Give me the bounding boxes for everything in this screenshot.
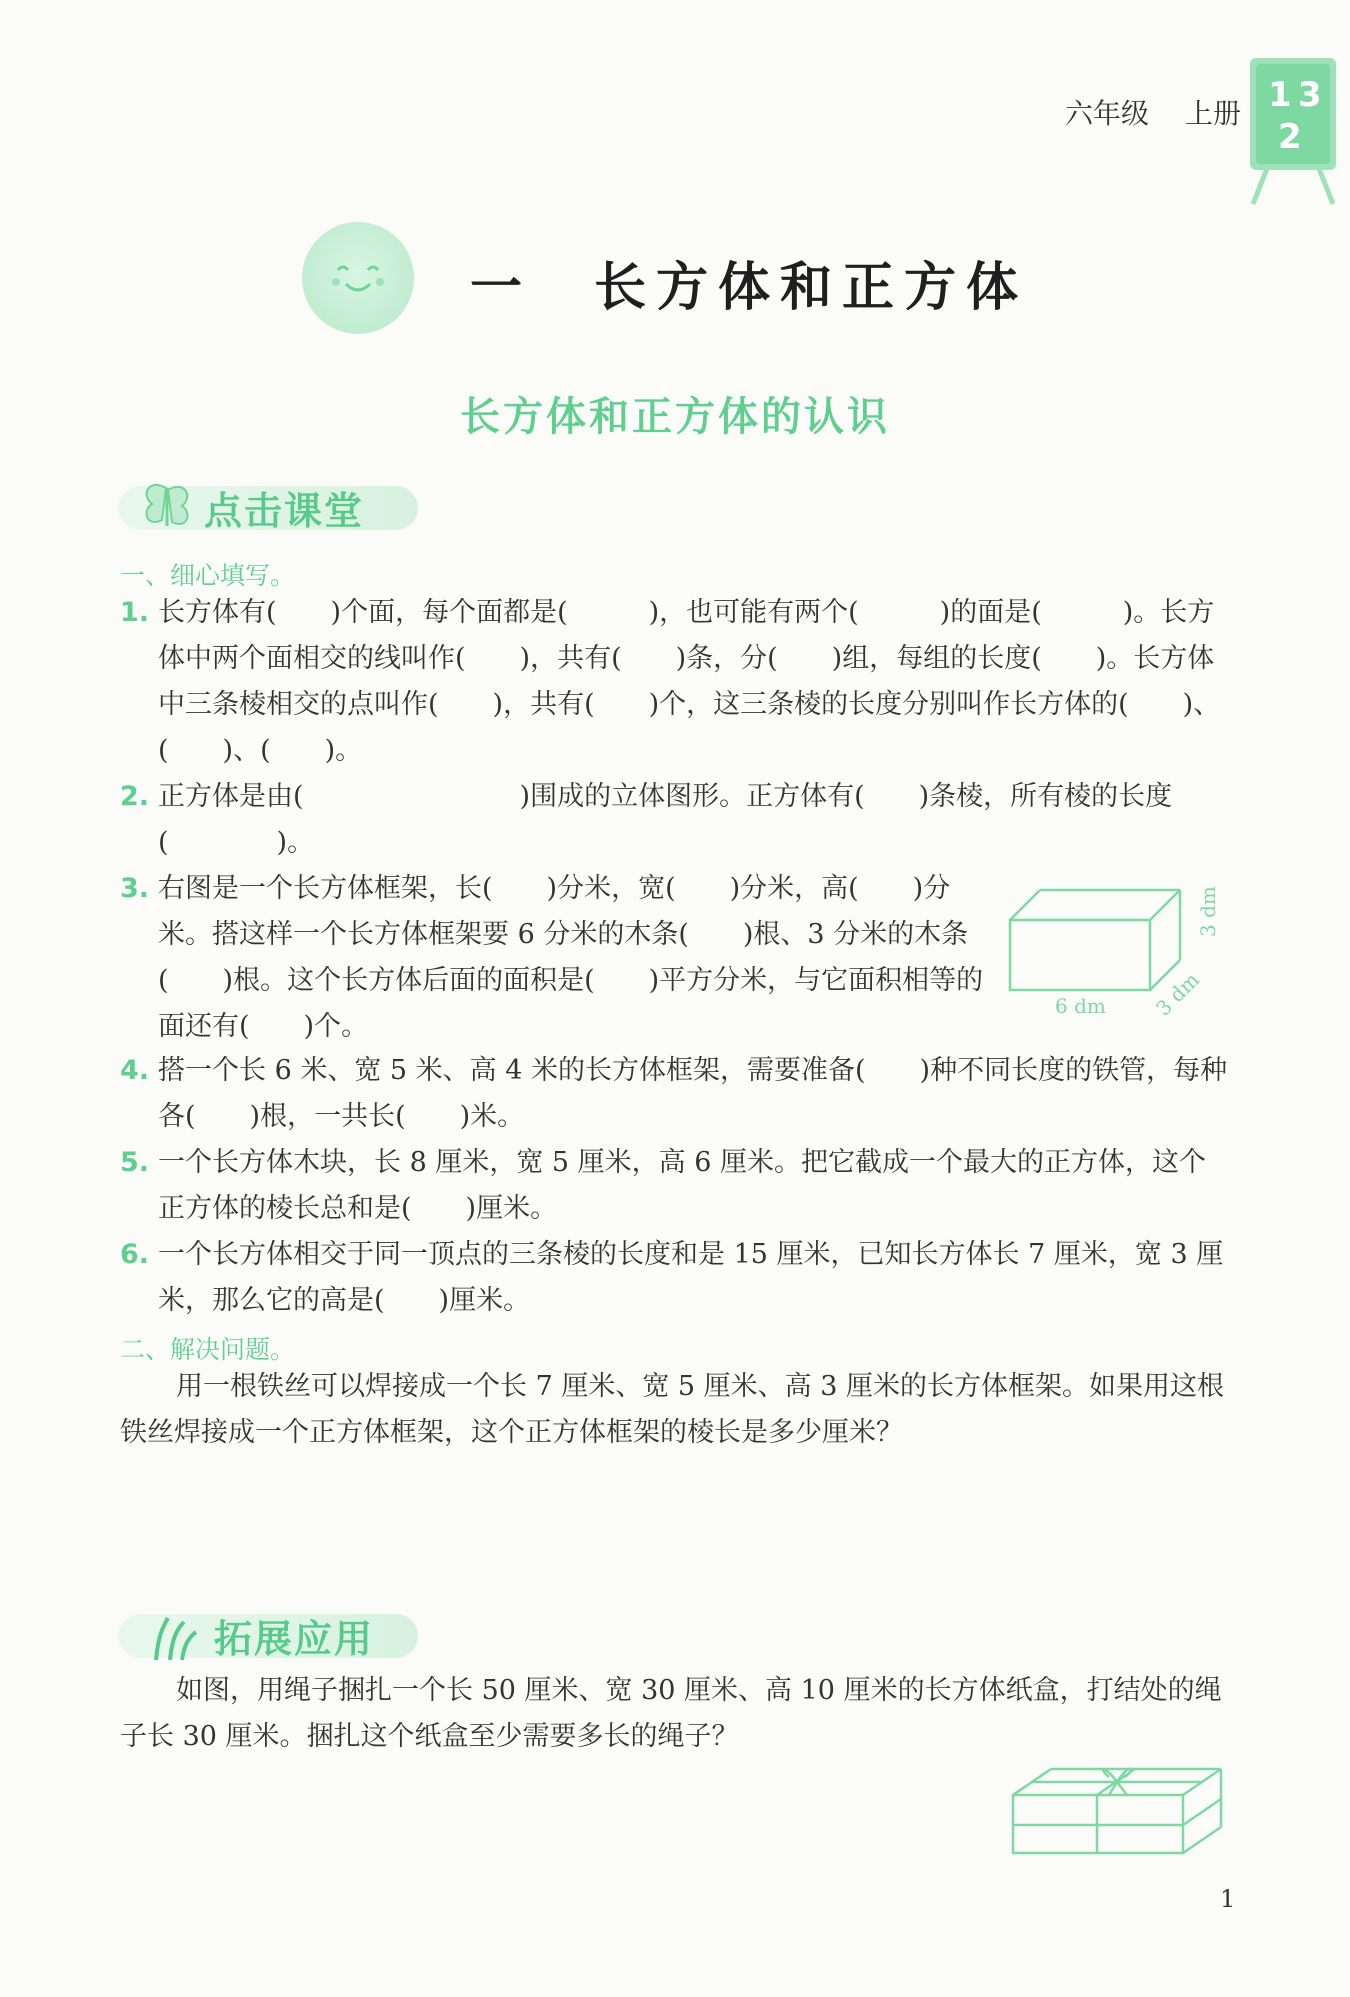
- extension-text: 如图，用绳子捆扎一个长 50 厘米、宽 30 厘米、高 10 厘米的长方体纸盒，打结处的绳子长 30 厘米。捆扎这个纸盒至少需要多长的绳子？: [120, 1675, 1222, 1752]
- height-label: 3 dm: [1196, 886, 1220, 937]
- problem-text: 用一根铁丝可以焊接成一个长 7 厘米、宽 5 厘米、高 3 厘米的长方体框架。如果用这根铁丝焊接成一个正方体框架，这个正方体框架的棱长是多少厘米？: [120, 1371, 1225, 1448]
- question-text: 一个长方体木块，长 8 厘米，宽 5 厘米，高 6 厘米。把它截成一个最大的正方体，这个正方体的棱长总和是( )厘米。: [158, 1147, 1207, 1224]
- question-text: 正方体是由( )围成的立体图形。正方体有( )条棱，所有棱的长度( )。: [158, 781, 1173, 858]
- page-number: 1: [1220, 1885, 1236, 1913]
- chalkboard-icon: [1248, 56, 1338, 206]
- question-2: [120, 774, 1230, 866]
- extension-banner: [118, 1604, 428, 1668]
- banner-label: 拓展应用: [214, 1617, 375, 1661]
- question-3: [120, 866, 1000, 1050]
- question-5: [120, 1140, 1230, 1232]
- width-label: 3 dm: [1151, 967, 1204, 1020]
- question-number: 6.: [120, 1239, 150, 1270]
- part2-heading: 二、解决问题。: [120, 1335, 296, 1364]
- volume-label: 上册: [1185, 97, 1242, 130]
- banner-label: 点击课堂: [204, 489, 365, 533]
- question-text: 一个长方体相交于同一顶点的三条棱的长度和是 15 厘米，已知长方体长 7 厘米，宽 3 厘米，那么它的高是( )厘米。: [158, 1239, 1224, 1316]
- class-practice-banner: [118, 476, 428, 540]
- question-number: 4.: [120, 1055, 150, 1086]
- question-text: 长方体有( )个面，每个面都是( )，也可能有两个( )的面是( )。长方体中两个面相交的线叫作( )，共有( )条，分( )组，每组的长度( )。长方体中三条棱相交的点叫作( )，共有( )个，这三条棱的长度分别叫作长方体的( )、( )、( )。: [158, 597, 1221, 766]
- length-label: 6 dm: [1055, 994, 1106, 1018]
- question-6: [120, 1232, 1230, 1324]
- svg-text:2: 2: [1278, 117, 1302, 157]
- grass-icon: [148, 1608, 200, 1664]
- tied-box-figure: [1005, 1755, 1235, 1860]
- cuboid-figure: [1000, 880, 1230, 1020]
- question-number: 5.: [120, 1147, 150, 1178]
- section-title: 长方体和正方体的认识: [460, 394, 890, 440]
- question-text: 右图是一个长方体框架，长( )分米，宽( )分米，高( )分米。搭这样一个长方体框架要 6 分米的木条( )根、3 分米的木条( )根。这个长方体后面的面积是( )平方分米，与它面积相等的面还有( )个。: [158, 873, 984, 1042]
- svg-text:3: 3: [1298, 75, 1322, 115]
- question-number: 2.: [120, 781, 150, 812]
- question-1: [120, 590, 1230, 774]
- question-number: 3.: [120, 873, 150, 904]
- part1-heading: 一、细心填写。: [120, 561, 296, 590]
- question-text: 搭一个长 6 米、宽 5 米、高 4 米的长方体框架，需要准备( )种不同长度的铁管，每种各( )根，一共长( )米。: [158, 1055, 1228, 1132]
- smiling-sun-icon: [298, 218, 418, 338]
- question-number: 1.: [120, 597, 150, 628]
- question-4: [120, 1048, 1230, 1140]
- chapter-title: 一 长方体和正方体: [470, 258, 1029, 318]
- grade-label: 六年级: [1065, 97, 1150, 130]
- butterfly-icon: [136, 476, 196, 540]
- svg-text:1: 1: [1268, 75, 1292, 115]
